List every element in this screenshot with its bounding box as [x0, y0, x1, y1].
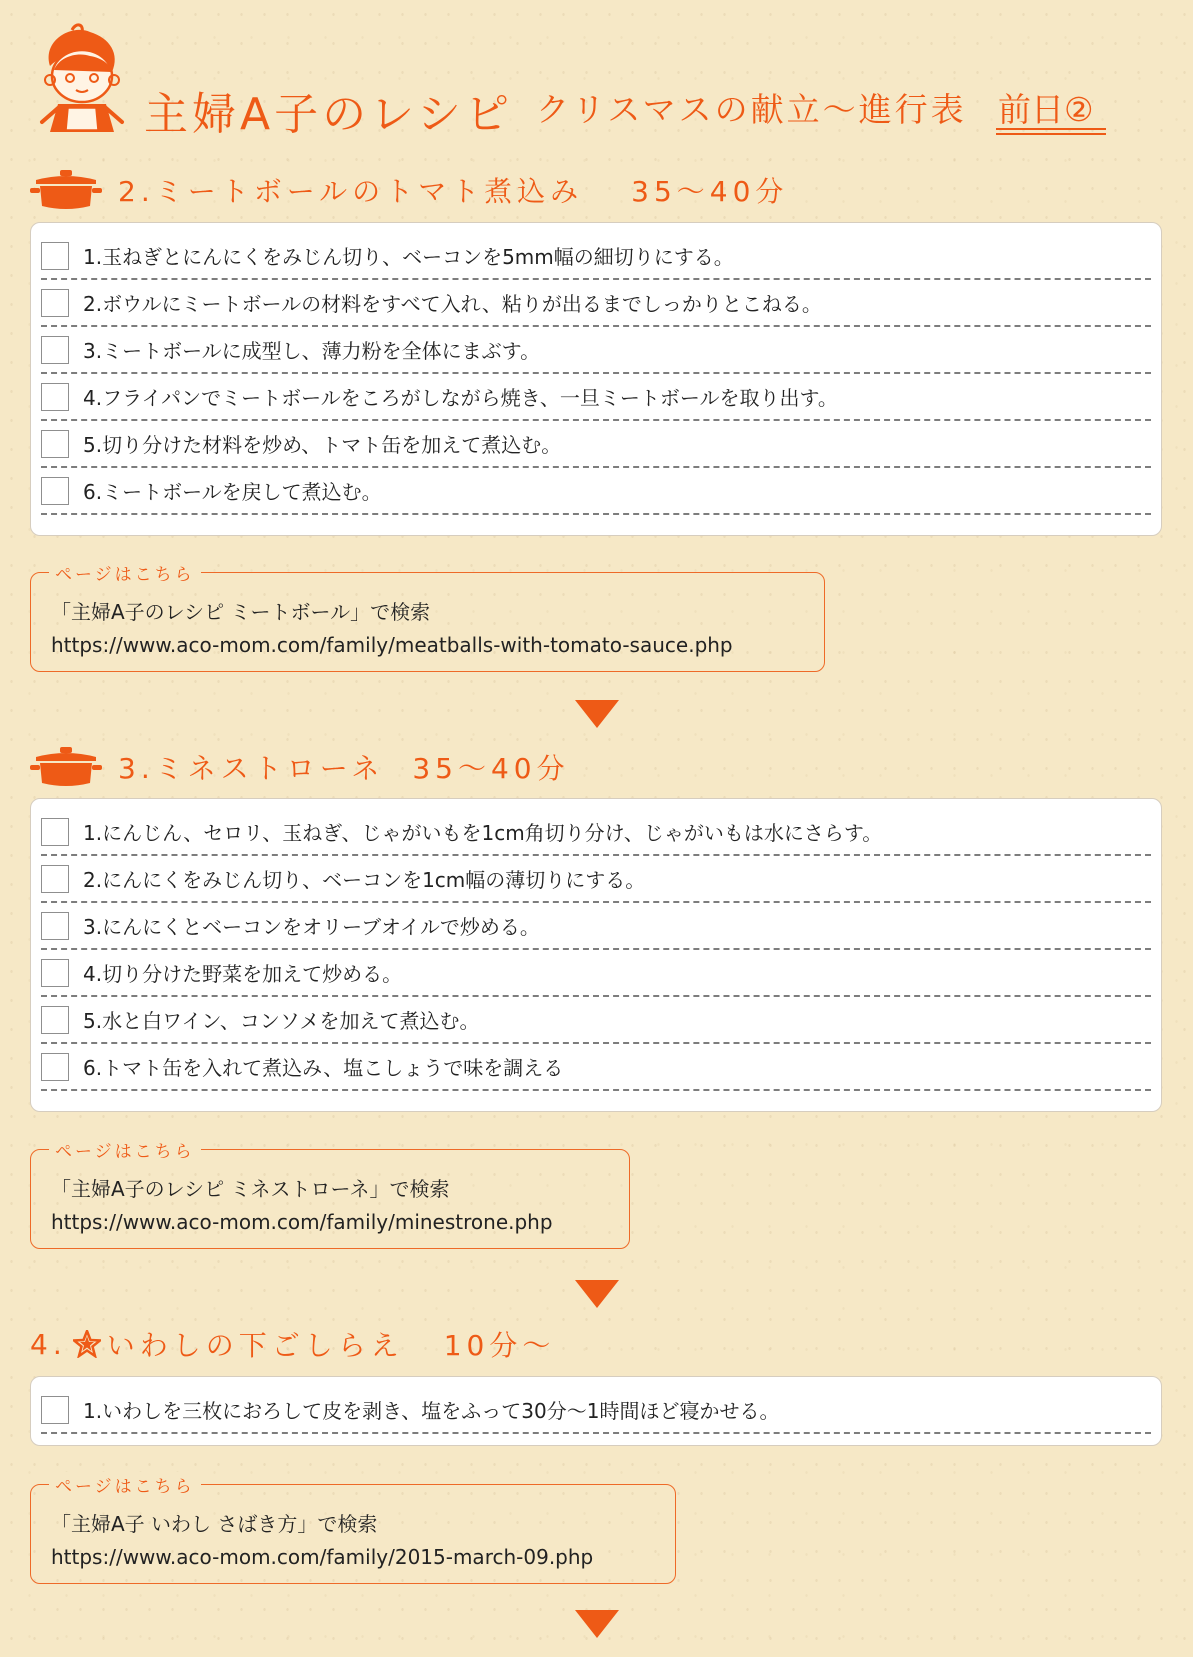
step-row: [41, 421, 1151, 468]
section-title-text: いわしの下ごしらえ: [106, 1329, 404, 1362]
step-text: 3.ミートボールに成型し、薄力粉を全体にまぶす。: [83, 339, 541, 363]
steps-panel-meatball: [30, 222, 1162, 536]
section-time: 10分〜: [443, 1329, 556, 1362]
step-text: 1.いわしを三枚におろして皮を剥き、塩をふって30分〜1時間ほど寝かせる。: [83, 1399, 780, 1423]
step-text: 3.にんにくとベーコンをオリーブオイルで炒める。: [83, 915, 540, 939]
step-checkbox[interactable]: [41, 383, 69, 411]
down-arrow-icon: [575, 700, 619, 728]
step-row: [41, 374, 1151, 421]
step-checkbox[interactable]: [41, 336, 69, 364]
section-time: 35〜40分: [631, 175, 789, 208]
search-hint: 「主婦A子 いわし さばき方」で検索: [51, 1512, 378, 1536]
section-title-text: 2.ミートボールのトマト煮込み: [118, 175, 584, 208]
pot-icon: [30, 745, 102, 789]
steps-panel-minestrone: [30, 798, 1162, 1112]
site-title: 主婦A子のレシピ: [144, 89, 513, 140]
recipe-link-box-meatball: [30, 565, 825, 672]
section-title-sardine: [30, 1322, 555, 1366]
step-checkbox[interactable]: [41, 242, 69, 270]
link-box-label: ページはこちら: [49, 560, 201, 585]
step-row: [41, 280, 1151, 327]
section-title-text: 3.ミネストローネ: [118, 752, 385, 785]
recipe-url-link[interactable]: https://www.aco-mom.com/family/meatballs-with-tomato-sauce.php: [51, 633, 733, 657]
search-hint: 「主婦A子のレシピ ミートボール」で検索: [51, 600, 431, 624]
recipe-url-link[interactable]: https://www.aco-mom.com/family/minestrone.php: [51, 1210, 553, 1234]
step-text: 2.ボウルにミートボールの材料をすべて入れ、粘りが出るまでしっかりとこねる。: [83, 292, 822, 316]
page-subtitle: クリスマスの献立〜進行表: [536, 90, 967, 129]
step-row: [41, 233, 1151, 280]
step-row: [41, 468, 1151, 515]
day-label: 前日②: [998, 90, 1094, 129]
step-text: 2.にんにくをみじん切り、ベーコンを1cm幅の薄切りにする。: [83, 868, 646, 892]
section-title-meatball: [30, 168, 788, 212]
link-box-label: ページはこちら: [49, 1137, 201, 1162]
step-row: [41, 327, 1151, 374]
step-checkbox[interactable]: [41, 430, 69, 458]
step-row: [41, 856, 1151, 903]
step-checkbox[interactable]: [41, 289, 69, 317]
step-text: 4.フライパンでミートボールをころがしながら焼き、一旦ミートボールを取り出す。: [83, 386, 838, 410]
step-row: [41, 903, 1151, 950]
steps-panel-sardine: [30, 1376, 1162, 1446]
step-checkbox[interactable]: [41, 912, 69, 940]
down-arrow-icon: [575, 1280, 619, 1308]
step-row: [41, 809, 1151, 856]
down-arrow-icon: [575, 1610, 619, 1638]
step-row: [41, 1044, 1151, 1091]
step-text: 1.玉ねぎとにんにくをみじん切り、ベーコンを5mm幅の細切りにする。: [83, 245, 734, 269]
step-checkbox[interactable]: [41, 1053, 69, 1081]
recipe-link-box-minestrone: [30, 1142, 630, 1249]
recipe-url-link[interactable]: https://www.aco-mom.com/family/2015-march-09.php: [51, 1545, 594, 1569]
step-text: 1.にんじん、セロリ、玉ねぎ、じゃがいもを1cm角切り分け、じゃがいもは水にさらす。: [83, 821, 883, 845]
step-checkbox[interactable]: [41, 959, 69, 987]
search-hint: 「主婦A子のレシピ ミネストローネ」で検索: [51, 1177, 450, 1201]
step-row: [41, 950, 1151, 997]
section-time: 35〜40分: [412, 752, 570, 785]
step-text: 5.切り分けた材料を炒め、トマト缶を加えて煮込む。: [83, 433, 562, 457]
step-checkbox[interactable]: [41, 1396, 69, 1424]
step-text: 6.トマト缶を入れて煮込み、塩こしょうで味を調える: [83, 1056, 564, 1080]
step-checkbox[interactable]: [41, 865, 69, 893]
pot-icon: [30, 168, 102, 212]
step-checkbox[interactable]: [41, 1006, 69, 1034]
step-text: 5.水と白ワイン、コンソメを加えて煮込む。: [83, 1009, 480, 1033]
recipe-link-box-sardine: [30, 1477, 676, 1584]
section-number: 4.: [30, 1327, 67, 1361]
day-underline: [996, 128, 1106, 135]
star-icon: [73, 1330, 101, 1358]
step-row: [41, 997, 1151, 1044]
step-text: 6.ミートボールを戻して煮込む。: [83, 480, 382, 504]
mascot-icon: [32, 22, 132, 134]
step-checkbox[interactable]: [41, 818, 69, 846]
step-checkbox[interactable]: [41, 477, 69, 505]
step-text: 4.切り分けた野菜を加えて炒める。: [83, 962, 403, 986]
link-box-label: ページはこちら: [49, 1472, 201, 1497]
section-title-minestrone: [30, 745, 570, 789]
step-row: [41, 1387, 1151, 1434]
page-header: [18, 18, 1178, 138]
